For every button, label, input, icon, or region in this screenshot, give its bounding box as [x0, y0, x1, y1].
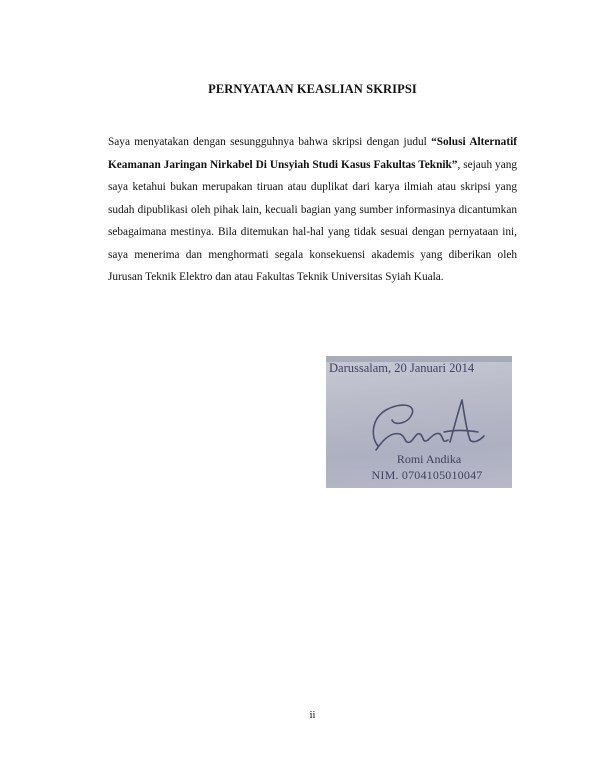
signature-place-date: Darussalam, 20 Januari 2014 [329, 361, 475, 375]
page-number: ii [309, 710, 316, 721]
signatory-nim: NIM. 0704105010047 [371, 468, 483, 482]
statement-intro: Saya menyatakan dengan sesungguhnya bahwa skripsi dengan judul [108, 136, 432, 148]
page-title: PERNYATAAN KEASLIAN SKRIPSI [208, 82, 417, 96]
signatory-name: Romi Andika [396, 452, 462, 466]
statement-body: , sejauh yang saya ketahui bukan merupakan tiruan atau duplikat dari karya ilmiah atau skripsi yang sudah dipublikasi oleh pihak lain, kecuali bagian yang sumber informasinya dicantumkan sebagaimana mestinya. Bila ditemukan hal-hal yang tidak sesuai dengan pernyataan ini, saya menerima dan menghormati segala konsekuensi akademis yang diberikan oleh Jurusan Teknik Elektro dan atau Fakultas Teknik Universitas Syiah Kuala. [108, 158, 518, 283]
statement-paragraph [108, 131, 517, 289]
signature-photo [326, 356, 512, 488]
thesis-title: “Solusi Alternatif Keamanan Jaringan Nirkabel Di Unsyiah Studi Kasus Fakultas Teknik” [108, 136, 517, 171]
handwritten-signature-icon [366, 388, 486, 458]
